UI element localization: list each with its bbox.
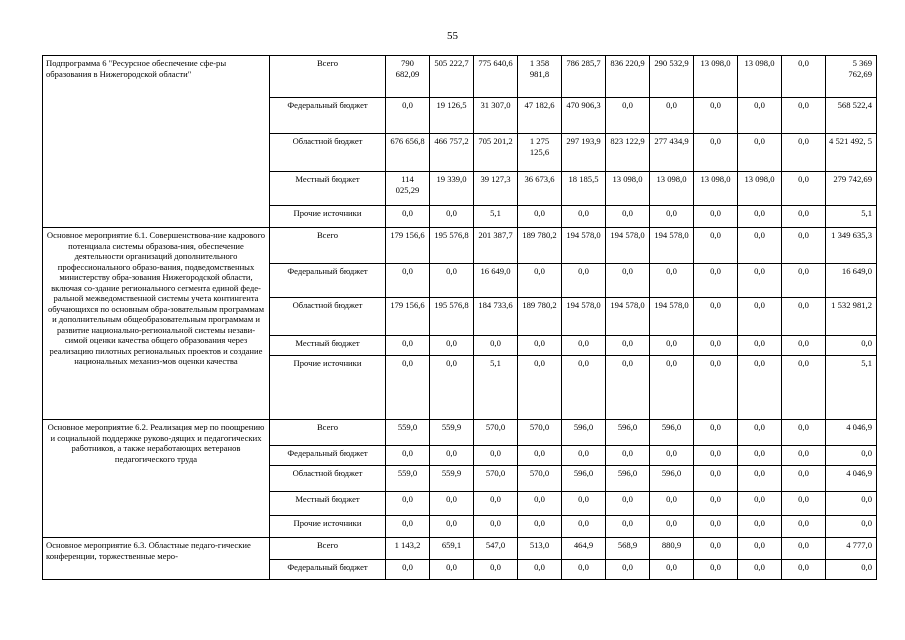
year-value-cell: 194 578,0: [650, 228, 694, 264]
year-value-cell: 0,0: [782, 538, 826, 560]
year-value-cell: 0,0: [606, 560, 650, 580]
total-value-cell: 1 349 635,3: [826, 228, 877, 264]
year-value-cell: 0,0: [694, 356, 738, 420]
funding-source-cell: Областной бюджет: [270, 466, 386, 492]
year-value-cell: 0,0: [430, 336, 474, 356]
year-value-cell: 559,0: [386, 466, 430, 492]
year-value-cell: 0,0: [738, 446, 782, 466]
year-value-cell: 0,0: [386, 492, 430, 516]
year-value-cell: 114 025,29: [386, 172, 430, 206]
budget-table: [42, 55, 877, 580]
year-value-cell: 19 339,0: [430, 172, 474, 206]
year-value-cell: 0,0: [474, 446, 518, 466]
year-value-cell: 0,0: [694, 228, 738, 264]
year-value-cell: 0,0: [782, 98, 826, 134]
year-value-cell: 596,0: [650, 420, 694, 446]
year-value-cell: 0,0: [782, 356, 826, 420]
funding-source-cell: Федеральный бюджет: [270, 98, 386, 134]
year-value-cell: 0,0: [386, 560, 430, 580]
year-value-cell: 0,0: [518, 492, 562, 516]
year-value-cell: 0,0: [386, 446, 430, 466]
year-value-cell: 194 578,0: [606, 228, 650, 264]
year-value-cell: 0,0: [650, 560, 694, 580]
funding-source-cell: Федеральный бюджет: [270, 264, 386, 298]
program-title-cell: Основное мероприятие 6.2. Реализация мер по поощрению и социальной поддержке руково-дящих и педагогических работников, а также неработающих ветеранов педагогического труда: [43, 420, 270, 538]
year-value-cell: 0,0: [738, 560, 782, 580]
year-value-cell: 13 098,0: [650, 172, 694, 206]
year-value-cell: 18 185,5: [562, 172, 606, 206]
year-value-cell: 570,0: [474, 420, 518, 446]
year-value-cell: 0,0: [386, 336, 430, 356]
year-value-cell: 0,0: [606, 356, 650, 420]
total-value-cell: 0,0: [826, 516, 877, 538]
year-value-cell: 195 576,8: [430, 228, 474, 264]
year-value-cell: 786 285,7: [562, 56, 606, 98]
year-value-cell: 0,0: [650, 206, 694, 228]
program-title-cell: Подпрограмма 6 "Ресурсное обеспечение сфе-ры образования в Нижегородской области": [43, 56, 270, 228]
total-value-cell: 0,0: [826, 560, 877, 580]
year-value-cell: 290 532,9: [650, 56, 694, 98]
year-value-cell: 0,0: [782, 134, 826, 172]
year-value-cell: 0,0: [782, 172, 826, 206]
year-value-cell: 0,0: [386, 264, 430, 298]
year-value-cell: 559,9: [430, 420, 474, 446]
year-value-cell: 547,0: [474, 538, 518, 560]
year-value-cell: 0,0: [694, 298, 738, 336]
year-value-cell: 0,0: [694, 420, 738, 446]
year-value-cell: 201 387,7: [474, 228, 518, 264]
year-value-cell: 0,0: [782, 492, 826, 516]
year-value-cell: 0,0: [474, 336, 518, 356]
year-value-cell: 13 098,0: [738, 56, 782, 98]
total-value-cell: 0,0: [826, 336, 877, 356]
year-value-cell: 0,0: [694, 98, 738, 134]
year-value-cell: 0,0: [518, 264, 562, 298]
funding-source-cell: Всего: [270, 56, 386, 98]
total-value-cell: 4 046,9: [826, 466, 877, 492]
year-value-cell: 570,0: [518, 466, 562, 492]
year-value-cell: 0,0: [738, 538, 782, 560]
total-value-cell: 4 046,9: [826, 420, 877, 446]
year-value-cell: 0,0: [562, 446, 606, 466]
year-value-cell: 47 182,6: [518, 98, 562, 134]
year-value-cell: 184 733,6: [474, 298, 518, 336]
funding-source-cell: Прочие источники: [270, 516, 386, 538]
year-value-cell: 0,0: [650, 492, 694, 516]
year-value-cell: 0,0: [738, 98, 782, 134]
table-row: [43, 56, 877, 98]
year-value-cell: 19 126,5: [430, 98, 474, 134]
year-value-cell: 194 578,0: [562, 298, 606, 336]
table-row: [43, 420, 877, 446]
year-value-cell: 0,0: [518, 560, 562, 580]
year-value-cell: 0,0: [430, 264, 474, 298]
year-value-cell: 0,0: [782, 466, 826, 492]
year-value-cell: 570,0: [518, 420, 562, 446]
year-value-cell: 0,0: [650, 98, 694, 134]
year-value-cell: 790 682,09: [386, 56, 430, 98]
year-value-cell: 0,0: [650, 446, 694, 466]
funding-source-cell: Федеральный бюджет: [270, 446, 386, 466]
year-value-cell: 0,0: [606, 206, 650, 228]
year-value-cell: 13 098,0: [694, 56, 738, 98]
year-value-cell: 1 275 125,6: [518, 134, 562, 172]
year-value-cell: 0,0: [562, 336, 606, 356]
year-value-cell: 0,0: [606, 516, 650, 538]
funding-source-cell: Прочие источники: [270, 206, 386, 228]
year-value-cell: 0,0: [738, 516, 782, 538]
year-value-cell: 189 780,2: [518, 298, 562, 336]
funding-source-cell: Прочие источники: [270, 356, 386, 420]
year-value-cell: 0,0: [738, 336, 782, 356]
year-value-cell: 0,0: [386, 206, 430, 228]
year-value-cell: 189 780,2: [518, 228, 562, 264]
year-value-cell: 13 098,0: [694, 172, 738, 206]
year-value-cell: 0,0: [386, 516, 430, 538]
year-value-cell: 0,0: [606, 98, 650, 134]
year-value-cell: 5,1: [474, 356, 518, 420]
year-value-cell: 596,0: [650, 466, 694, 492]
year-value-cell: 1 358 981,8: [518, 56, 562, 98]
year-value-cell: 179 156,6: [386, 298, 430, 336]
year-value-cell: 470 906,3: [562, 98, 606, 134]
year-value-cell: 0,0: [606, 446, 650, 466]
year-value-cell: 0,0: [694, 538, 738, 560]
total-value-cell: 5,1: [826, 206, 877, 228]
year-value-cell: 0,0: [694, 492, 738, 516]
year-value-cell: 0,0: [694, 134, 738, 172]
table-row: [43, 538, 877, 560]
year-value-cell: 0,0: [518, 446, 562, 466]
year-value-cell: 676 656,8: [386, 134, 430, 172]
year-value-cell: 0,0: [518, 356, 562, 420]
year-value-cell: 179 156,6: [386, 228, 430, 264]
total-value-cell: 0,0: [826, 492, 877, 516]
funding-source-cell: Местный бюджет: [270, 172, 386, 206]
total-value-cell: 1 532 981,2: [826, 298, 877, 336]
year-value-cell: 0,0: [738, 298, 782, 336]
year-value-cell: 0,0: [694, 336, 738, 356]
year-value-cell: 0,0: [782, 516, 826, 538]
year-value-cell: 0,0: [782, 264, 826, 298]
funding-source-cell: Всего: [270, 538, 386, 560]
total-value-cell: 4 777,0: [826, 538, 877, 560]
year-value-cell: 194 578,0: [562, 228, 606, 264]
year-value-cell: 0,0: [430, 560, 474, 580]
year-value-cell: 596,0: [606, 420, 650, 446]
year-value-cell: 36 673,6: [518, 172, 562, 206]
year-value-cell: 16 649,0: [474, 264, 518, 298]
year-value-cell: 0,0: [430, 356, 474, 420]
funding-source-cell: Федеральный бюджет: [270, 560, 386, 580]
year-value-cell: 0,0: [650, 264, 694, 298]
year-value-cell: 0,0: [694, 264, 738, 298]
year-value-cell: 0,0: [694, 206, 738, 228]
year-value-cell: 0,0: [474, 560, 518, 580]
year-value-cell: 513,0: [518, 538, 562, 560]
year-value-cell: 0,0: [782, 228, 826, 264]
year-value-cell: 0,0: [562, 492, 606, 516]
total-value-cell: 16 649,0: [826, 264, 877, 298]
year-value-cell: 0,0: [650, 336, 694, 356]
year-value-cell: 31 307,0: [474, 98, 518, 134]
year-value-cell: 0,0: [650, 356, 694, 420]
year-value-cell: 0,0: [562, 264, 606, 298]
year-value-cell: 0,0: [782, 420, 826, 446]
year-value-cell: 464,9: [562, 538, 606, 560]
year-value-cell: 0,0: [782, 56, 826, 98]
total-value-cell: 0,0: [826, 446, 877, 466]
page-number: 55: [447, 30, 458, 42]
year-value-cell: 0,0: [738, 264, 782, 298]
year-value-cell: 568,9: [606, 538, 650, 560]
year-value-cell: 194 578,0: [606, 298, 650, 336]
year-value-cell: 0,0: [694, 466, 738, 492]
year-value-cell: 559,0: [386, 420, 430, 446]
year-value-cell: 0,0: [738, 420, 782, 446]
year-value-cell: 1 143,2: [386, 538, 430, 560]
year-value-cell: 559,9: [430, 466, 474, 492]
year-value-cell: 0,0: [782, 336, 826, 356]
year-value-cell: 0,0: [562, 356, 606, 420]
year-value-cell: 13 098,0: [606, 172, 650, 206]
year-value-cell: 0,0: [738, 492, 782, 516]
funding-source-cell: Местный бюджет: [270, 492, 386, 516]
year-value-cell: 0,0: [694, 516, 738, 538]
year-value-cell: 775 640,6: [474, 56, 518, 98]
year-value-cell: 0,0: [430, 492, 474, 516]
funding-source-cell: Всего: [270, 420, 386, 446]
year-value-cell: 823 122,9: [606, 134, 650, 172]
year-value-cell: 0,0: [518, 336, 562, 356]
year-value-cell: 0,0: [430, 446, 474, 466]
total-value-cell: 568 522,4: [826, 98, 877, 134]
year-value-cell: 194 578,0: [650, 298, 694, 336]
year-value-cell: 505 222,7: [430, 56, 474, 98]
year-value-cell: 880,9: [650, 538, 694, 560]
year-value-cell: 0,0: [606, 492, 650, 516]
funding-source-cell: Местный бюджет: [270, 336, 386, 356]
year-value-cell: 0,0: [782, 560, 826, 580]
year-value-cell: 0,0: [782, 298, 826, 336]
total-value-cell: 5,1: [826, 356, 877, 420]
year-value-cell: 0,0: [738, 134, 782, 172]
year-value-cell: 0,0: [606, 336, 650, 356]
year-value-cell: 195 576,8: [430, 298, 474, 336]
year-value-cell: 0,0: [386, 356, 430, 420]
year-value-cell: 570,0: [474, 466, 518, 492]
year-value-cell: 659,1: [430, 538, 474, 560]
year-value-cell: 0,0: [562, 206, 606, 228]
funding-source-cell: Областной бюджет: [270, 134, 386, 172]
year-value-cell: 0,0: [474, 516, 518, 538]
year-value-cell: 0,0: [474, 492, 518, 516]
year-value-cell: 466 757,2: [430, 134, 474, 172]
year-value-cell: 0,0: [738, 228, 782, 264]
year-value-cell: 0,0: [562, 560, 606, 580]
year-value-cell: 5,1: [474, 206, 518, 228]
table-row: [43, 228, 877, 264]
program-title-cell: Основное мероприятие 6.3. Областные педаго-гические конференции, торжественные меро-: [43, 538, 270, 580]
year-value-cell: 0,0: [694, 560, 738, 580]
year-value-cell: 13 098,0: [738, 172, 782, 206]
total-value-cell: 5 369 762,69: [826, 56, 877, 98]
year-value-cell: 0,0: [386, 98, 430, 134]
year-value-cell: 0,0: [738, 356, 782, 420]
year-value-cell: 0,0: [738, 206, 782, 228]
year-value-cell: 39 127,3: [474, 172, 518, 206]
year-value-cell: 0,0: [782, 206, 826, 228]
funding-source-cell: Всего: [270, 228, 386, 264]
year-value-cell: 0,0: [782, 446, 826, 466]
year-value-cell: 836 220,9: [606, 56, 650, 98]
year-value-cell: 596,0: [562, 420, 606, 446]
year-value-cell: 0,0: [738, 466, 782, 492]
year-value-cell: 0,0: [430, 206, 474, 228]
year-value-cell: 0,0: [562, 516, 606, 538]
total-value-cell: 4 521 492, 5: [826, 134, 877, 172]
year-value-cell: 0,0: [650, 516, 694, 538]
year-value-cell: 705 201,2: [474, 134, 518, 172]
year-value-cell: 0,0: [606, 264, 650, 298]
total-value-cell: 279 742,69: [826, 172, 877, 206]
year-value-cell: 0,0: [430, 516, 474, 538]
year-value-cell: 0,0: [518, 516, 562, 538]
year-value-cell: 297 193,9: [562, 134, 606, 172]
year-value-cell: 596,0: [606, 466, 650, 492]
year-value-cell: 0,0: [694, 446, 738, 466]
year-value-cell: 0,0: [518, 206, 562, 228]
program-title-cell: Основное мероприятие 6.1. Совершенствова-ние кадрового потенциала системы образова-ния, обеспечение деятельности организаций дополнительного профессионального образо-вания, подведомственных министерству обра-зования Нижегородской области, включая со-здание регионального сегмента единой феде-ральной межведомственной системы учета контингента обучающихся по основным обра-зовательным программам и дополнительным общеобразовательным программам и развитие национально-региональной системы незави-симой оценки качества общего образования через реализацию пилотных региональных проектов и создание национальных механиз-мов оценки качества: [43, 228, 270, 420]
year-value-cell: 596,0: [562, 466, 606, 492]
year-value-cell: 277 434,9: [650, 134, 694, 172]
funding-source-cell: Областной бюджет: [270, 298, 386, 336]
